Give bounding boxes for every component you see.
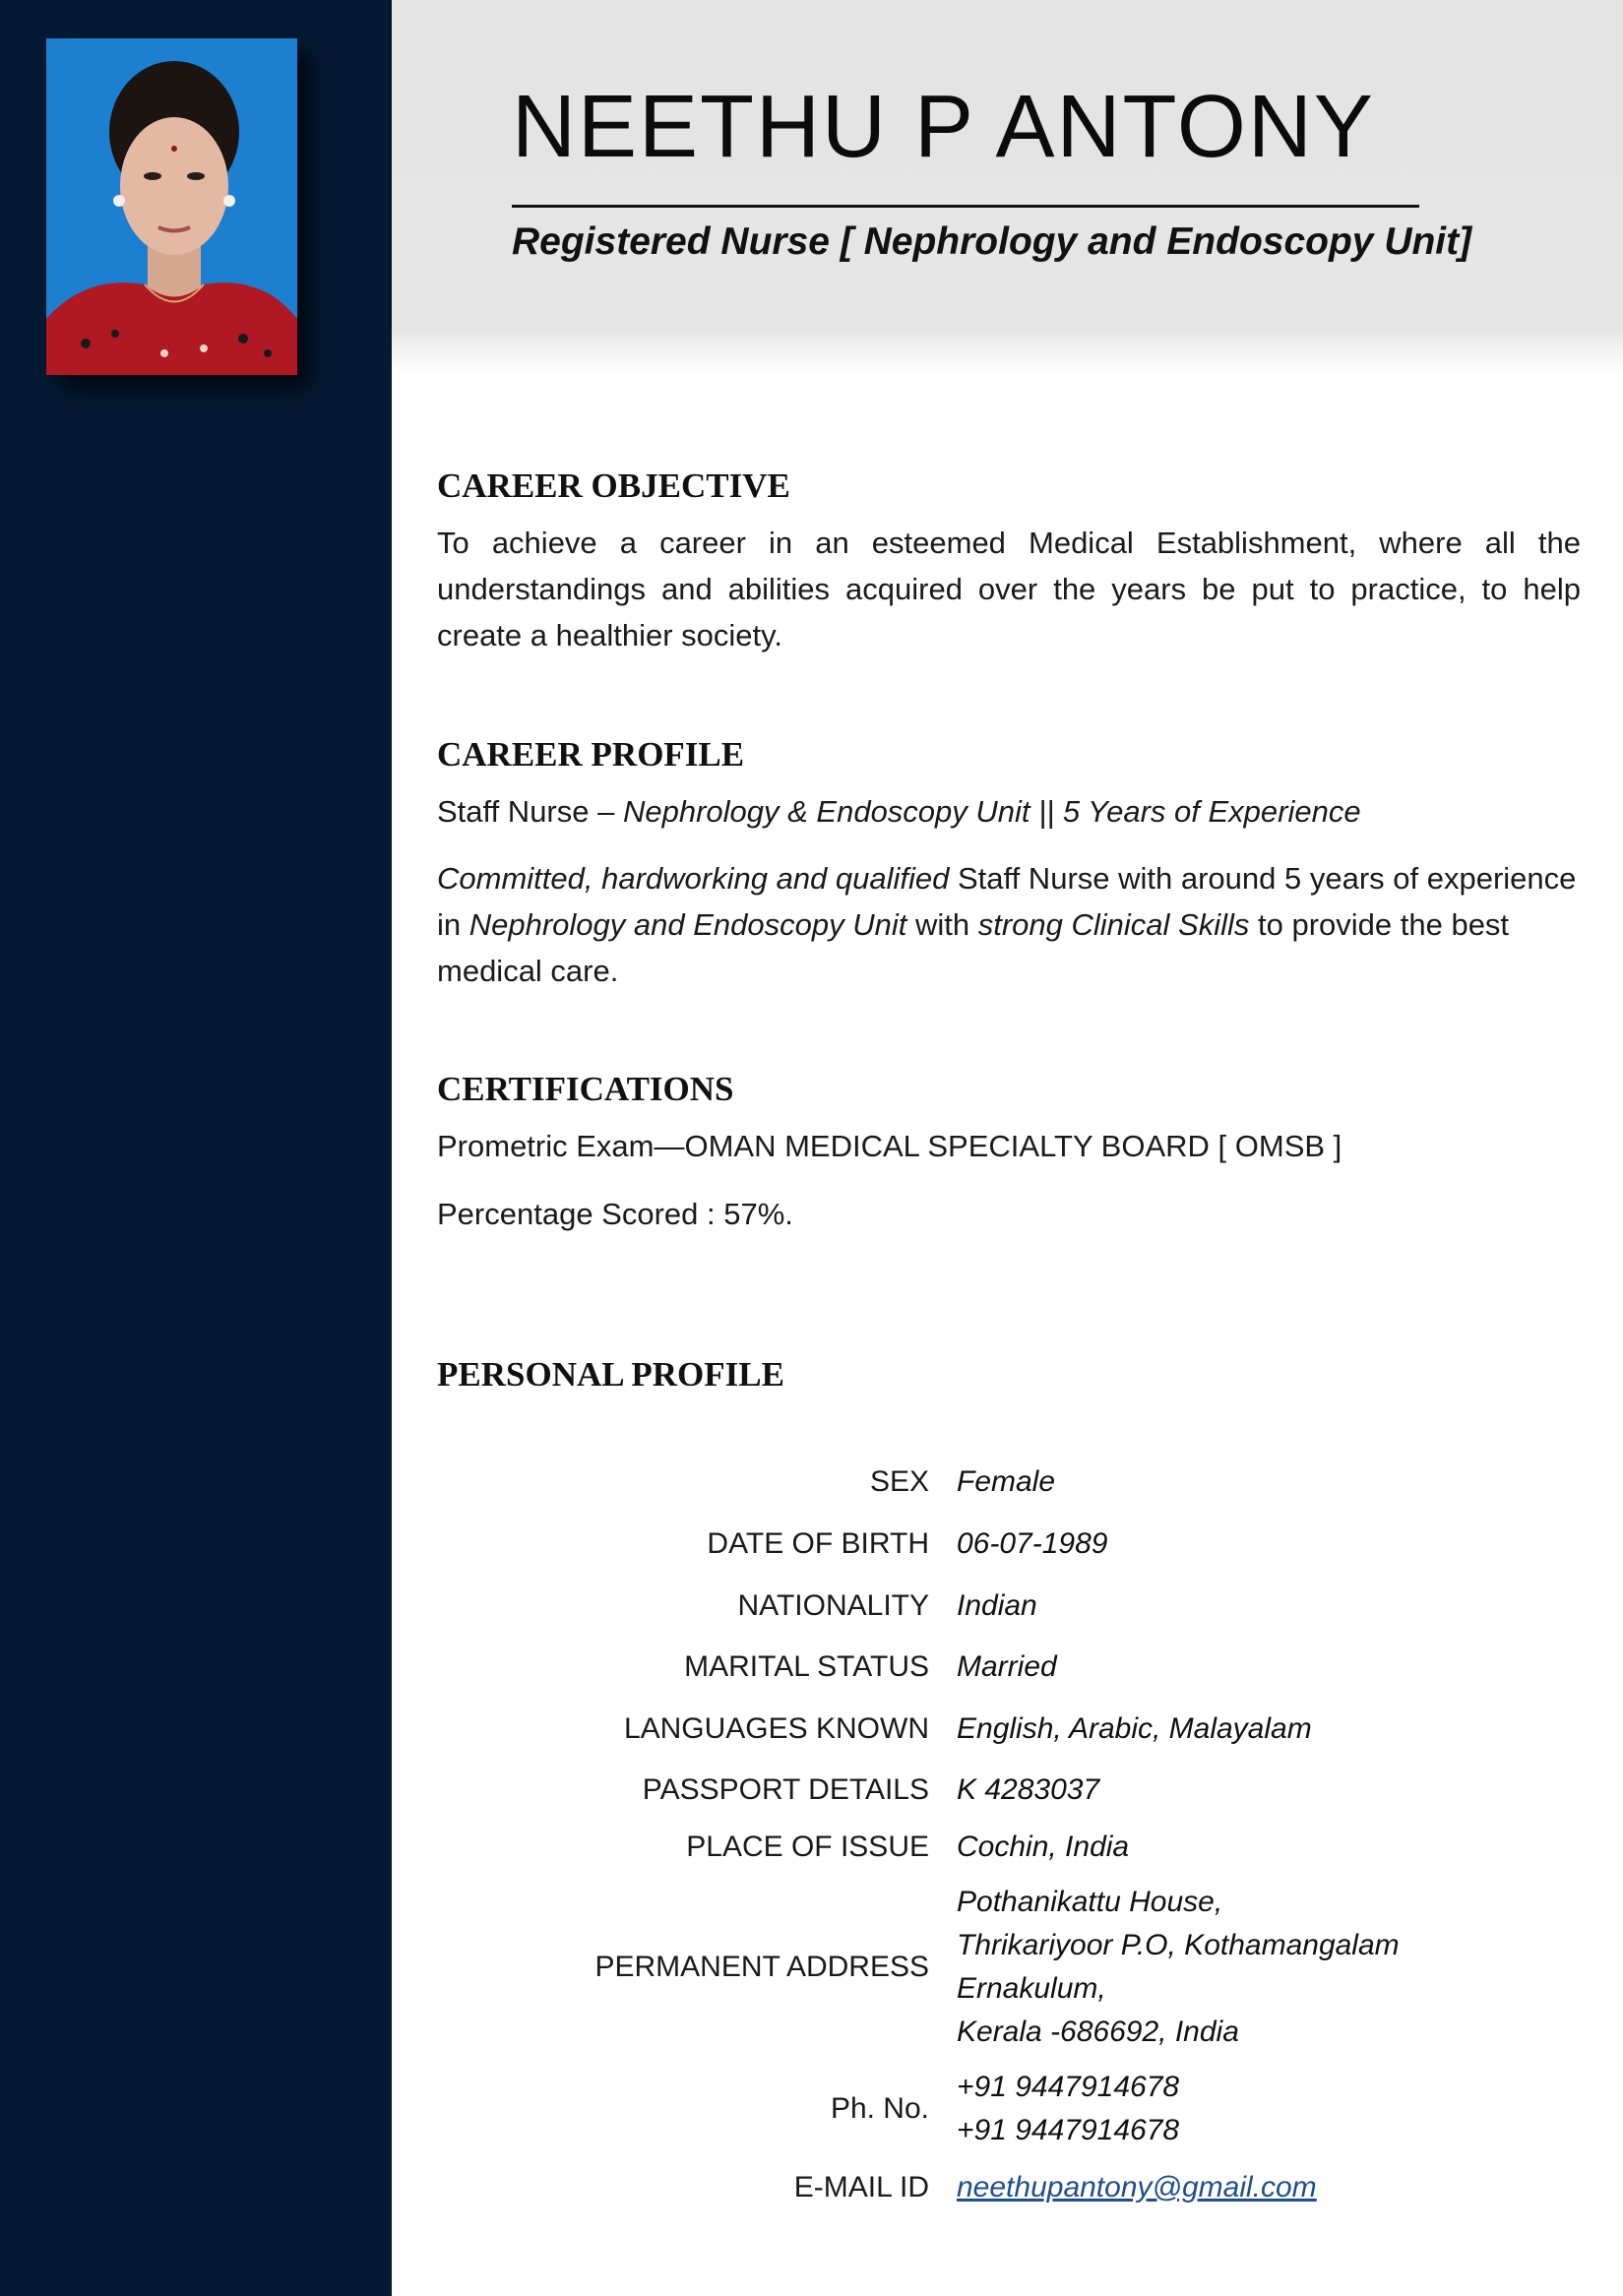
- section-title: CAREER PROFILE: [437, 735, 745, 774]
- profile-row-phone: [437, 2060, 1598, 2158]
- email-link[interactable]: neethupantony@gmail.com: [957, 2171, 1317, 2203]
- profile-row-languages: [437, 1698, 1598, 1760]
- address-line: Pothanikattu House,: [957, 1886, 1223, 1918]
- profile-label: MARITAL STATUS: [684, 1650, 929, 1683]
- summary-italic: Nephrology & Endoscopy Unit || 5 Years of Experience: [622, 794, 1361, 829]
- candidate-name: NEETHU P ANTONY: [512, 78, 1375, 176]
- address-line: Thrikariyoor P.O, Kothamangalam: [957, 1929, 1400, 1961]
- career-objective-text: To achieve a career in an esteemed Medical Establishment, where all the understandings and abilities acquired over the years be put to practice, to help create a healthier society.: [437, 526, 1581, 652]
- profile-row-nationality: [437, 1576, 1598, 1637]
- description-emphasis: Committed, hardworking and qualified: [437, 861, 950, 896]
- profile-value: Married: [957, 1650, 1057, 1683]
- section-title: CERTIFICATIONS: [437, 1070, 734, 1108]
- profile-label: LANGUAGES KNOWN: [623, 1711, 929, 1745]
- certification-score: Percentage Scored : 57%.: [437, 1197, 793, 1231]
- certifications-section: [437, 1070, 1581, 1237]
- profile-row-address: [437, 1875, 1598, 2060]
- job-title: Registered Nurse [ Nephrology and Endoscopy Unit]: [512, 220, 1472, 263]
- header-band: [392, 0, 1623, 374]
- career-profile-section: [437, 735, 1581, 994]
- profile-label: NATIONALITY: [737, 1589, 929, 1622]
- profile-label: PLACE OF ISSUE: [686, 1831, 929, 1863]
- profile-photo: [46, 38, 297, 375]
- phone-number: +91 9447914678: [957, 2071, 1180, 2103]
- career-profile-description: [437, 855, 1581, 994]
- certification-exam: Prometric Exam—OMAN MEDICAL SPECIALTY BOARD [ OMSB ]: [437, 1129, 1342, 1163]
- summary-prefix: Staff Nurse –: [437, 794, 623, 829]
- name-divider: [512, 205, 1419, 208]
- profile-value: [957, 2060, 1598, 2158]
- section-title: PERSONAL PROFILE: [437, 1355, 784, 1394]
- profile-value: 06-07-1989: [957, 1527, 1108, 1560]
- career-profile-summary: [437, 788, 1581, 835]
- profile-value: Female: [957, 1465, 1056, 1498]
- profile-label: PASSPORT DETAILS: [642, 1772, 929, 1806]
- profile-row-dob: [437, 1513, 1598, 1576]
- address-line: Kerala -686692, India: [957, 2016, 1239, 2048]
- profile-value: [957, 2158, 1598, 2217]
- profile-row-marital-status: [437, 1637, 1598, 1698]
- profile-label: SEX: [869, 1465, 929, 1498]
- profile-row-sex: [437, 1452, 1598, 1513]
- description-text: Staff Nurse with around 5 years of experience in: [437, 861, 1577, 942]
- profile-label: Ph. No.: [830, 2092, 929, 2125]
- section-title: CAREER OBJECTIVE: [437, 466, 790, 505]
- profile-value: Cochin, India: [957, 1831, 1130, 1863]
- career-objective-section: [437, 466, 1581, 658]
- description-emphasis: strong Clinical Skills: [977, 907, 1250, 942]
- profile-value: K 4283037: [957, 1772, 1100, 1806]
- description-text: to provide the best medical care.: [437, 907, 1510, 988]
- address-line: Ernakulum,: [957, 1972, 1106, 2005]
- profile-label: DATE OF BIRTH: [707, 1527, 929, 1560]
- profile-row-place-of-issue: [437, 1820, 1598, 1875]
- profile-value: English, Arabic, Malayalam: [957, 1711, 1312, 1745]
- profile-row-email: [437, 2158, 1598, 2217]
- personal-profile-section: [437, 1355, 1581, 1395]
- profile-label: PERMANENT ADDRESS: [594, 1951, 929, 1983]
- profile-value: [957, 1875, 1598, 2060]
- profile-label: E-MAIL ID: [793, 2171, 929, 2203]
- description-text: with: [906, 907, 978, 942]
- profile-value: Indian: [957, 1589, 1037, 1622]
- description-emphasis: Nephrology and Endoscopy Unit: [468, 907, 907, 942]
- phone-number: +91 9447914678: [957, 2114, 1180, 2146]
- personal-profile-table: [437, 1452, 1598, 2217]
- profile-row-passport: [437, 1760, 1598, 1820]
